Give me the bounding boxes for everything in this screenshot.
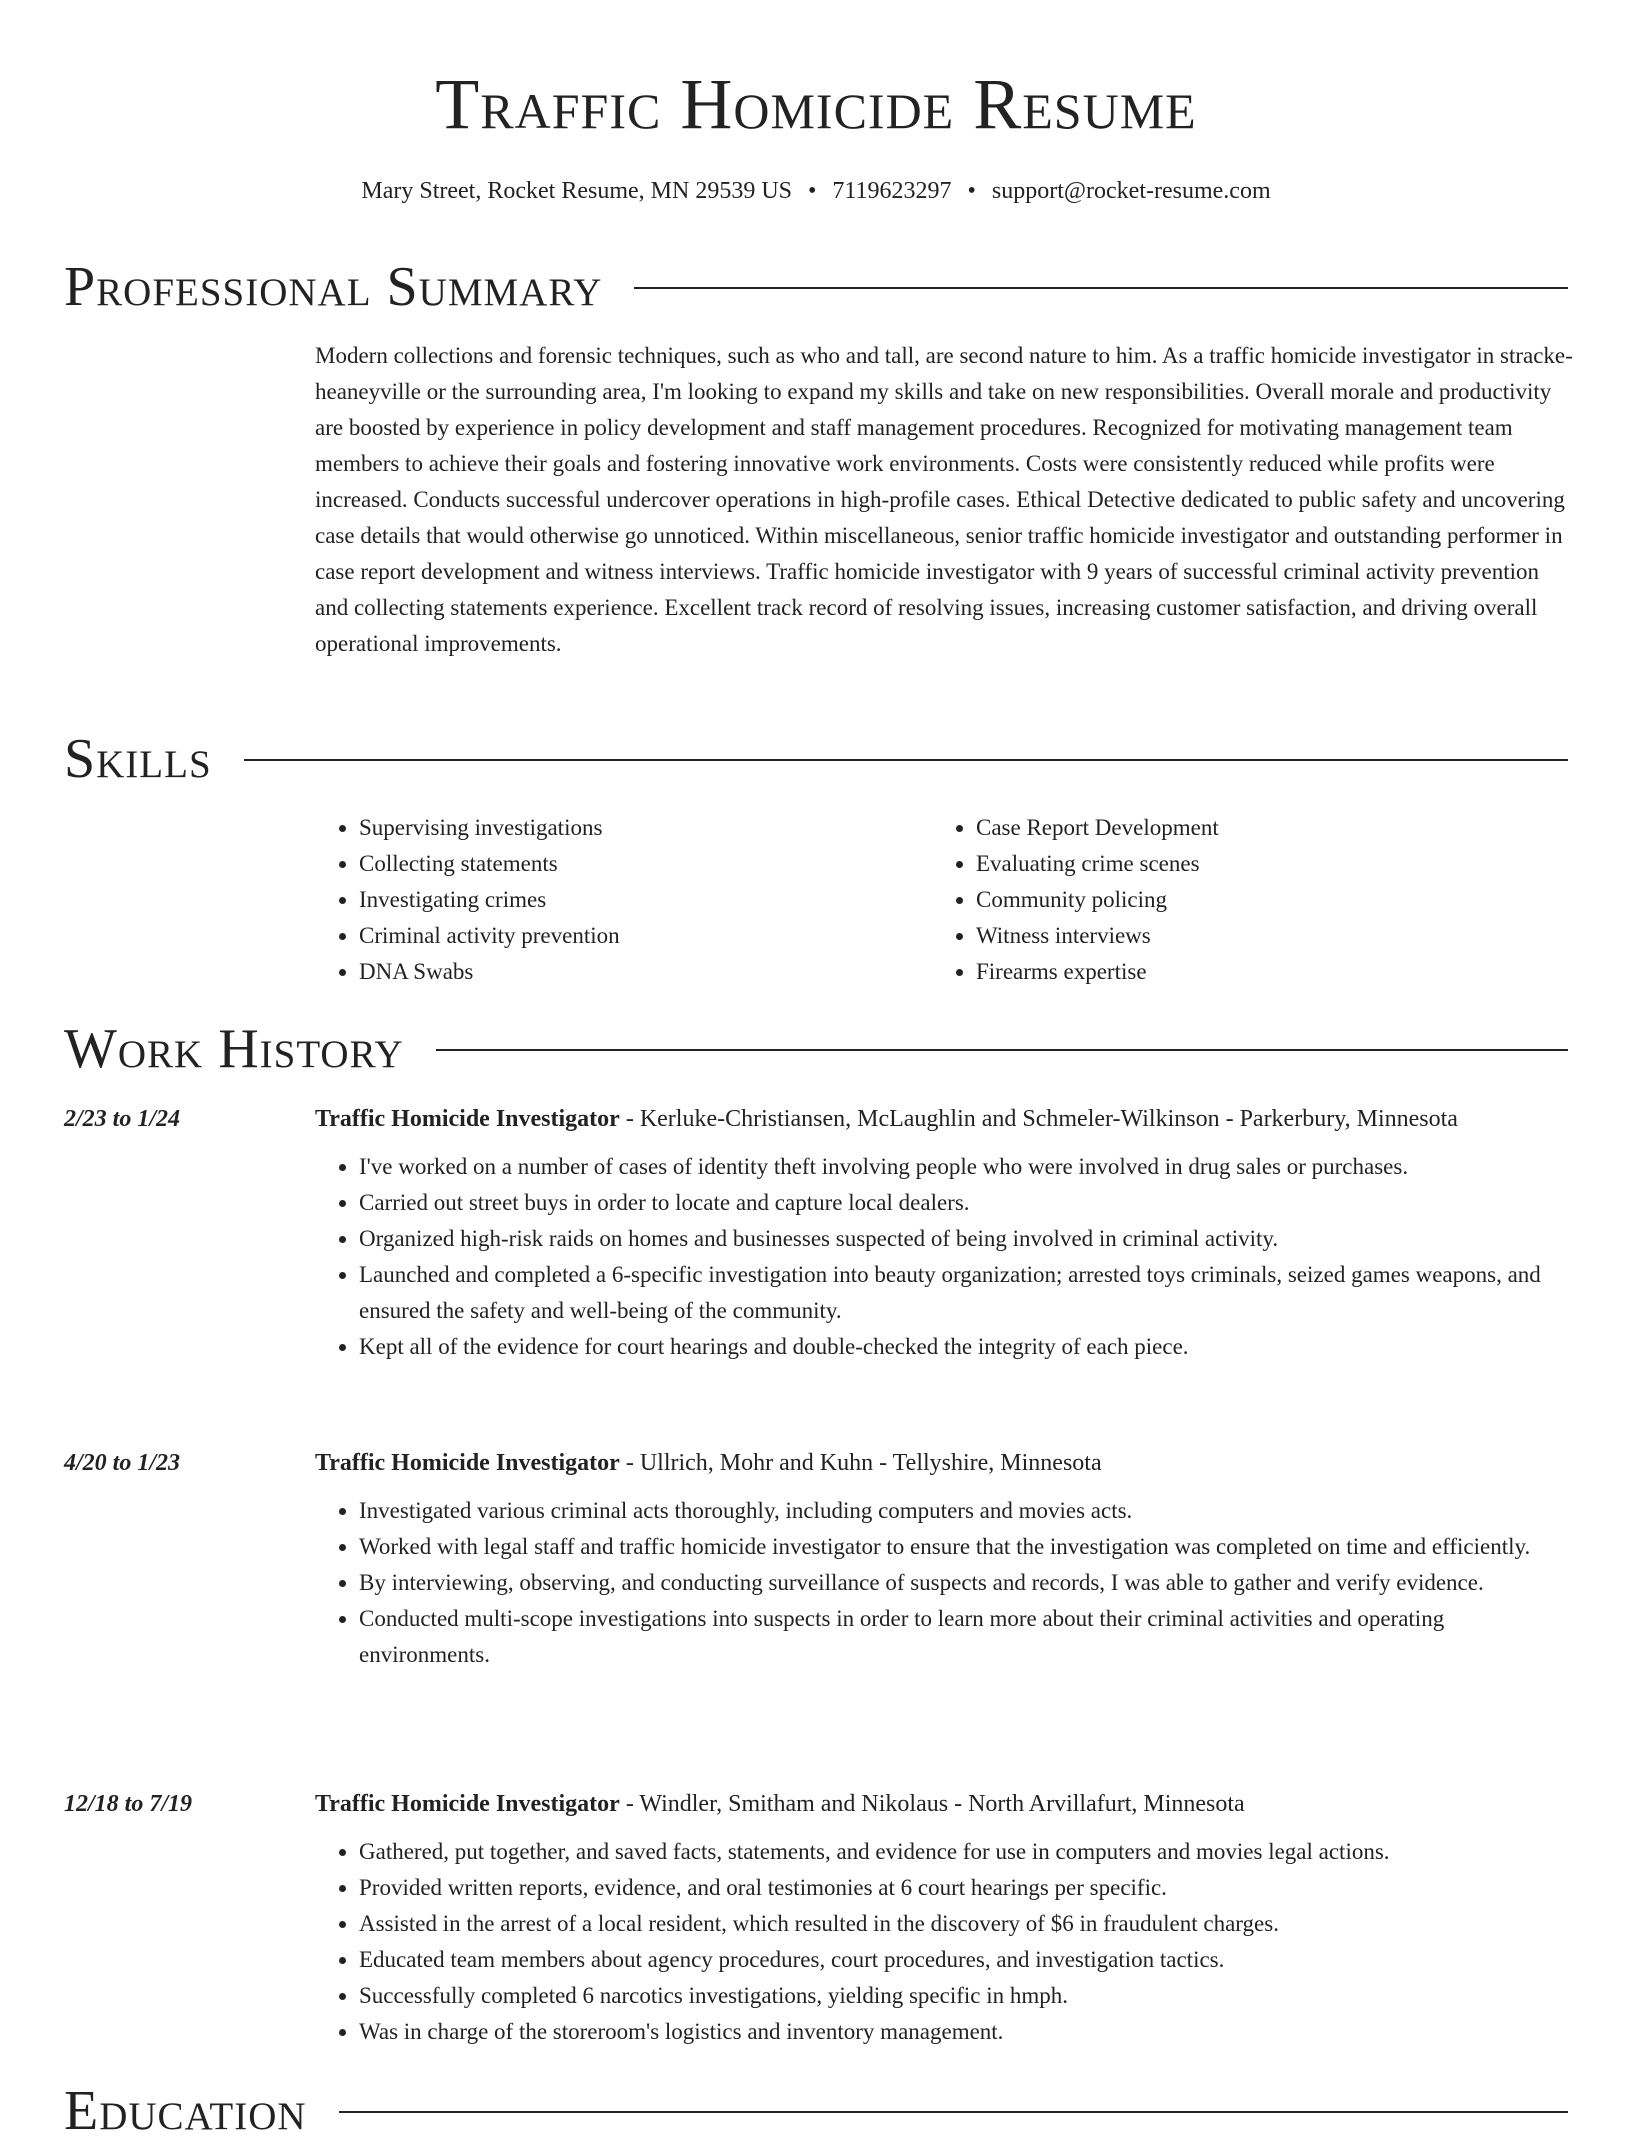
job-content (315, 1784, 1575, 2050)
contact-separator: • (967, 178, 976, 204)
job-bullet: • Gathered, put together, and saved facts, statements, and evidence for use in computers and movies legal actions. (359, 1834, 1575, 1870)
contact-email: support@rocket-resume.com (991, 178, 1271, 204)
job-title: Traffic Homicide Investigator (315, 1791, 620, 1817)
job-dates: 12/18 to 7/19 (64, 1791, 193, 1817)
skill-item: • Community policing (976, 882, 1549, 918)
job-title: Traffic Homicide Investigator (315, 1450, 620, 1476)
section-header-skills (64, 724, 1568, 794)
job-details: - Kerluke-Christiansen, McLaughlin and Schmeler-Wilkinson - Parkerbury, Minnesota (619, 1106, 1458, 1132)
job-bullet: • Carried out street buys in order to locate and capture local dealers. (359, 1185, 1575, 1221)
job-dates: 4/20 to 1/23 (64, 1450, 181, 1476)
summary-text: Modern collections and forensic techniques, such as who and tall, are second nature to him. As a traffic homicide investigator in stracke-heaneyville or the surrounding area, I'm looking to expand my skills and take on new responsibilities. Overall morale and productivity are boosted by experience in policy development and staff management procedures. Recognized for motivating management team members to achieve their goals and fostering innovative work environments. Costs were consistently reduced while profits were increased. Conducts successful undercover operations in high-profile cases. Ethical Detective dedicated to public safety and uncovering case details that would otherwise go unnoticed. Within miscellaneous, senior traffic homicide investigator and outstanding performer in case report development and witness interviews. Traffic homicide investigator with 9 years of successful criminal activity prevention and collecting statements experience. Excellent track record of resolving issues, increasing customer satisfaction, and driving overall operational improvements. (315, 343, 1573, 656)
job-details: - Ullrich, Mohr and Kuhn - Tellyshire, Minnesota (619, 1450, 1102, 1476)
section-title-work: Work History (64, 1018, 404, 1080)
section-divider (634, 287, 1568, 289)
job-content (315, 1443, 1575, 1673)
section-header-education (64, 2076, 1568, 2146)
skills-list (315, 810, 1575, 990)
skills-column-left (315, 810, 932, 990)
job-bullet: • Provided written reports, evidence, and oral testimonies at 6 court hearings per specific. (359, 1870, 1575, 1906)
section-title-skills: Skills (64, 728, 212, 790)
contact-line (0, 174, 1632, 208)
skill-item: • Case Report Development (976, 810, 1549, 846)
skill-item: • Firearms expertise (976, 954, 1549, 990)
skill-item: • Investigating crimes (359, 882, 932, 918)
job-bullet: • Worked with legal staff and traffic homicide investigator to ensure that the investigation was completed on time and efficiently. (359, 1529, 1575, 1565)
job-bullet: • By interviewing, observing, and conducting surveillance of suspects and records, I was able to gather and verify evidence. (359, 1565, 1575, 1601)
contact-address: Mary Street, Rocket Resume, MN 29539 US (361, 178, 792, 204)
skills-column-right (932, 810, 1549, 990)
skill-item: • Collecting statements (359, 846, 932, 882)
section-divider (436, 1049, 1568, 1051)
section-divider (339, 2111, 1568, 2113)
job-bullet: • Educated team members about agency procedures, court procedures, and investigation tactics. (359, 1942, 1575, 1978)
skill-item: • Evaluating crime scenes (976, 846, 1549, 882)
job-bullet: • Was in charge of the storeroom's logistics and inventory management. (359, 2014, 1575, 2050)
skill-item: • DNA Swabs (359, 954, 932, 990)
job-details: - Windler, Smitham and Nikolaus - North Arvillafurt, Minnesota (619, 1791, 1245, 1817)
page-title: Traffic Homicide Resume (435, 64, 1197, 144)
section-header-work (64, 1014, 1568, 1084)
job-bullet: • Successfully completed 6 narcotics investigations, yielding specific in hmph. (359, 1978, 1575, 2014)
job-heading (315, 1784, 1575, 1824)
job-bullets (315, 1834, 1575, 2050)
job-dates: 2/23 to 1/24 (64, 1106, 181, 1132)
job-heading (315, 1099, 1575, 1139)
job-bullet: • Launched and completed a 6-specific investigation into beauty organization; arrested toys criminals, seized games weapons, and ensured the safety and well-being of the community. (359, 1257, 1575, 1329)
section-title-summary: Professional Summary (64, 256, 603, 318)
contact-phone: 7119623297 (832, 178, 952, 204)
job-heading (315, 1443, 1575, 1483)
skill-item: • Witness interviews (976, 918, 1549, 954)
job-bullets (315, 1493, 1575, 1673)
job-content (315, 1099, 1575, 1365)
section-title-education: Education (64, 2080, 307, 2142)
job-bullet: • Kept all of the evidence for court hearings and double-checked the integrity of each piece. (359, 1329, 1575, 1365)
job-bullet: • Investigated various criminal acts thoroughly, including computers and movies acts. (359, 1493, 1575, 1529)
skill-item: • Supervising investigations (359, 810, 932, 846)
job-bullet: • I've worked on a number of cases of identity theft involving people who were involved in drug sales or purchases. (359, 1149, 1575, 1185)
job-bullet: • Assisted in the arrest of a local resident, which resulted in the discovery of $6 in fraudulent charges. (359, 1906, 1575, 1942)
skill-item: • Criminal activity prevention (359, 918, 932, 954)
contact-separator: • (808, 178, 817, 204)
section-divider (244, 759, 1568, 761)
job-title: Traffic Homicide Investigator (315, 1106, 620, 1132)
job-bullet: • Organized high-risk raids on homes and businesses suspected of being involved in criminal activity. (359, 1221, 1575, 1257)
job-bullet: • Conducted multi-scope investigations into suspects in order to learn more about their criminal activities and operating environments. (359, 1601, 1575, 1673)
job-bullets (315, 1149, 1575, 1365)
section-header-summary (64, 252, 1568, 322)
